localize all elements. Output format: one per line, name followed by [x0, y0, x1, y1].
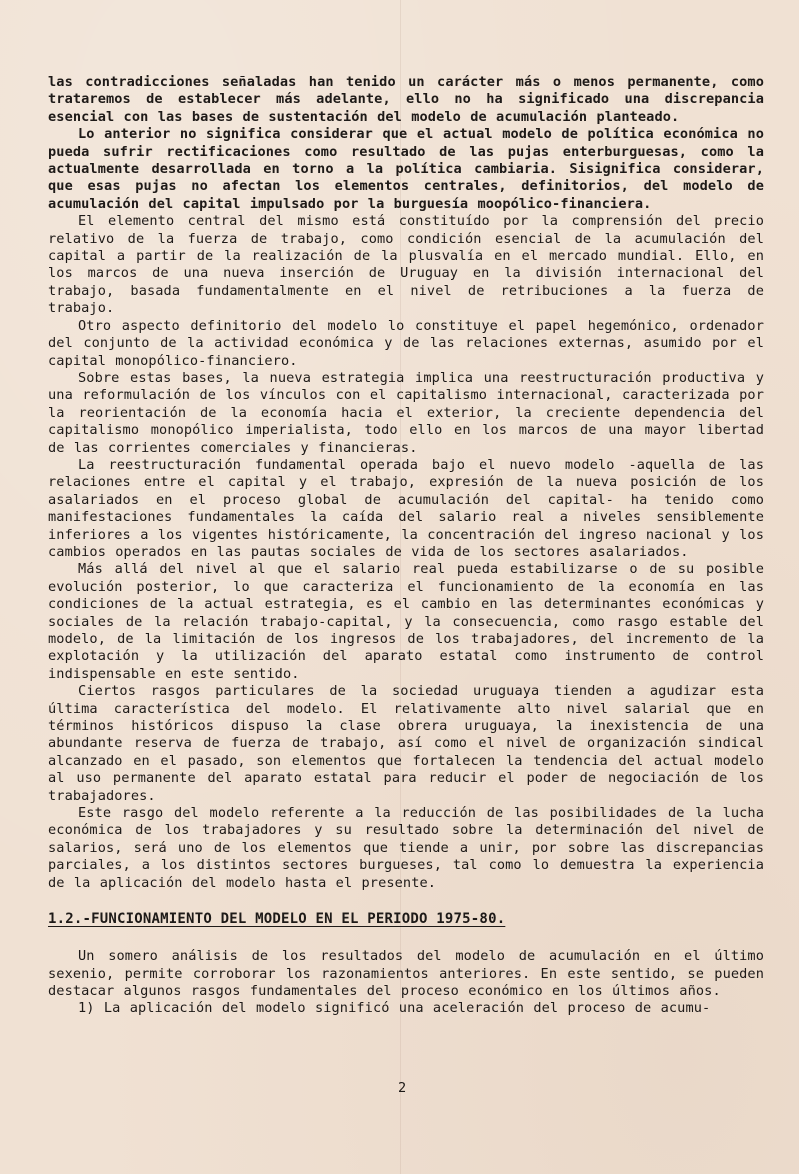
paragraph-restructuring: La reestructuración fundamental operada bajo el nuevo modelo -aquella de las relaciones entre el capital y el trabajo, expresión de la nueva posición de los asalariados en el proceso global de acumulación del capital- ha tenido como manifestaciones fundamentales la caída del salario real a niveles sensiblemente inferiores a los vigentes históricamente, la concentración del ingreso nacional y los cambios operados en las pautas sociales de vida de los sectores asalariados.: [48, 456, 764, 560]
paragraph-economic-struggle: Este rasgo del modelo referente a la reducción de las posibilidades de la lucha económica de los trabajadores y su resultado sobre la determinación del nivel de salarios, será uno de los elementos que tiende a unir, por sobre las discrepancias parciales, a los distintos sectores burgueses, tal como lo demuestra la experiencia de la aplicación del modelo hasta el presente.: [48, 805, 764, 891]
page-number: 2: [398, 1080, 407, 1096]
paragraph-central-element: El elemento central del mismo está constituído por la comprensión del precio relativo de la fuerza de trabajo, como condición esencial de la acumulación del capital a partir de la realización de la plusvalía en el mercado mundial. Ello, en los marcos de una nueva inserción de Uruguay en la división internacional del trabajo, basada fundamentalmente en el nivel de retribuciones a la fuerza de trabajo.: [48, 213, 764, 317]
paragraph-brief-analysis: Un somero análisis de los resultados del modelo de acumulación en el último sexenio, permite corroborar los razonamientos anteriores. En este sentido, se pueden destacar algunos rasgos fundamentales del proceso económico en los últimos años.: [48, 948, 764, 999]
document-page: [48, 74, 764, 1104]
section-heading: 1.2.-FUNCIONAMIENTO DEL MODELO EN EL PERIODO 1975-80.: [48, 911, 506, 928]
paragraph-new-strategy: Sobre estas bases, la nueva estrategia implica una reestructuración productiva y una reformulación de los vínculos con el capitalismo internacional, caracterizada por la reorientación de la economía hacia el exterior, la creciente dependencia del capitalismo monopólico imperialista, todo ello en los marcos de una mayor libertad de las corrientes comerciales y financieras.: [48, 369, 764, 456]
paragraph-contradictions: las contradicciones señaladas han tenido un carácter más o menos permanente, como trataremos de establecer más adelante, ello no ha significado una discrepancia esencial con las bases de sustentación del modelo de acumulación planteado.: [48, 74, 764, 125]
paragraph-uruguayan-society: Ciertos rasgos particulares de la sociedad uruguaya tienden a agudizar esta última característica del modelo. El relativamente alto nivel salarial que en términos históricos dispuso la clase obrera uruguaya, la inexistencia de una abundante reserva de fuerza de trabajo, así como el nivel de organización sindical alcanzado en el pasado, son elementos que fortalecen la tendencia del actual modelo al uso permanente del aparato estatal para reducir el poder de negociación de los trabajadores.: [48, 683, 764, 804]
paragraph-real-wage: Más allá del nivel al que el salario real pueda estabilizarse o de su posible evolución posterior, lo que caracteriza el funcionamiento de la economía en las condiciones de la actual estrategia, es el cambio en las determinantes económicas y sociales de la relación trabajo-capital, y la consecuencia, como rasgo estable del modelo, de la limitación de los ingresos de los trabajadores, del incremento de la explotación y la utilización del aparato estatal como instrumento de control indispensable en este sentido.: [48, 561, 764, 682]
paragraph-hegemonic-role: Otro aspecto definitorio del modelo lo constituye el papel hegemónico, ordenador del conjunto de la actividad económica y de las relaciones externas, asumido por el capital monopólico-financiero.: [48, 317, 764, 369]
list-item-acceleration: 1) La aplicación del modelo significó una aceleración del proceso de acumu-: [78, 1000, 711, 1017]
paragraph-rectifications: Lo anterior no significa considerar que el actual modelo de política económica no pueda sufrir rectificaciones como resultado de las pujas enterburguesas, como la actualmente desarrollada en torno a la política cambiaria. Sisignifica considerar, que esas pujas no afectan los elementos centrales, definitorios, del modelo de acumulación del capital impulsado por la burguesía moopólico-financiera.: [48, 126, 764, 212]
